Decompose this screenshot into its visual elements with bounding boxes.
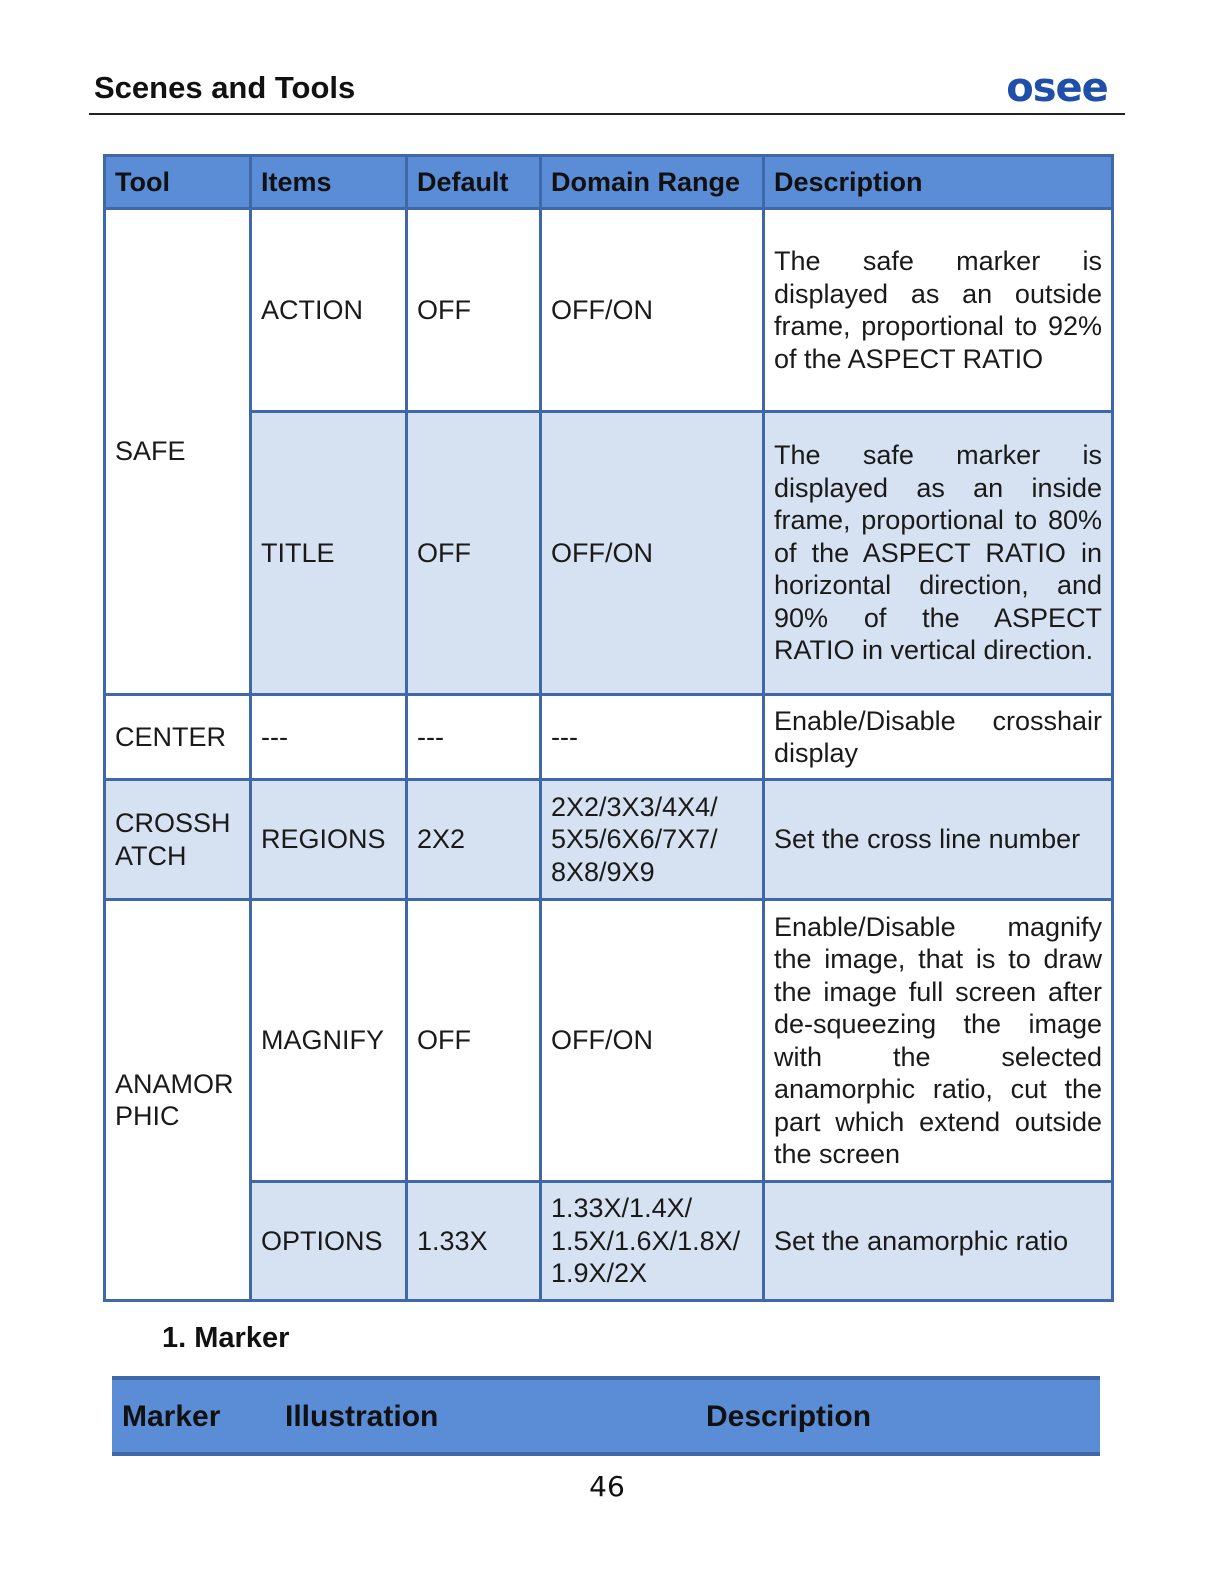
page-number: 46 [589,1470,625,1503]
table-row [105,1182,1113,1301]
range-text-line: 8X8/9X9 [551,856,655,887]
page-header-title: Scenes and Tools [94,70,356,105]
item-cell: REGIONS [251,780,407,900]
marker-column-header-description: Description [706,1400,872,1433]
section-title: 1. Marker [162,1322,290,1354]
default-cell: 2X2 [407,780,541,900]
osee-logo [992,68,1122,108]
column-header-default: Default [407,156,541,209]
marker-column-header-illustration: Illustration [285,1400,439,1433]
range-cell: OFF/ON [541,900,764,1182]
table-row [105,900,1113,1182]
default-cell: OFF [407,209,541,412]
tool-cell-anamorphic [105,900,251,1301]
default-cell: OFF [407,412,541,695]
description-cell: The safe marker is displayed as an outside frame, proportional to 92% of the ASPECT RATIO [764,209,1113,412]
table-row [105,780,1113,900]
description-cell: Set the cross line number [764,780,1113,900]
description-cell: Set the anamorphic ratio [764,1182,1113,1301]
range-text-line: 2X2/3X3/4X4/ [551,791,718,822]
range-text-line: 5X5/6X6/7X7/ [551,824,718,855]
default-cell: OFF [407,900,541,1182]
marker-column-header-marker: Marker [122,1400,221,1433]
default-cell: 1.33X [407,1182,541,1301]
tool-text-line: ANAMOR [115,1068,234,1099]
range-cell: OFF/ON [541,209,764,412]
description-cell: The safe marker is displayed as an inside frame, proportional to 80% of the ASPECT RATIO in horizontal direction, and 90% of the ASPECT RATIO in vertical direction. [764,412,1113,695]
tool-cell-center: CENTER [105,695,251,780]
range-text-line: 1.33X/1.4X/ [551,1193,693,1224]
item-cell: ACTION [251,209,407,412]
logo-text: osee [1006,68,1108,108]
tool-text-line: ATCH [115,840,187,871]
tools-table [103,154,1114,1302]
range-cell [541,1182,764,1301]
column-header-tool: Tool [105,156,251,209]
column-header-items: Items [251,156,407,209]
table-row [105,412,1113,695]
item-cell: MAGNIFY [251,900,407,1182]
tool-text-line: CROSSH [115,808,231,838]
default-cell: --- [407,695,541,780]
tool-cell-safe: SAFE [105,209,251,695]
column-header-description: Description [764,156,1113,209]
marker-table-header [112,1376,1100,1456]
tool-cell-crosshatch [105,780,251,900]
range-cell: OFF/ON [541,412,764,695]
table-row [105,209,1113,412]
item-cell: --- [251,695,407,780]
description-cell: Enable/Disable magnify the image, that is to draw the image full screen after de-squeezing the image with the selected anamorphic ratio, cut the part which extend outside the screen [764,900,1113,1182]
range-cell: --- [541,695,764,780]
header-divider [89,113,1125,115]
item-cell: OPTIONS [251,1182,407,1301]
tool-text-line: PHIC [115,1101,180,1131]
range-text-line: 1.5X/1.6X/1.8X/ [551,1225,741,1256]
range-cell [541,780,764,900]
description-cell: Enable/Disable crosshair display [764,695,1113,780]
table-header-row [105,156,1113,209]
table-row [105,695,1113,780]
column-header-domain-range: Domain Range [541,156,764,209]
item-cell: TITLE [251,412,407,695]
range-text-line: 1.9X/2X [551,1258,648,1289]
